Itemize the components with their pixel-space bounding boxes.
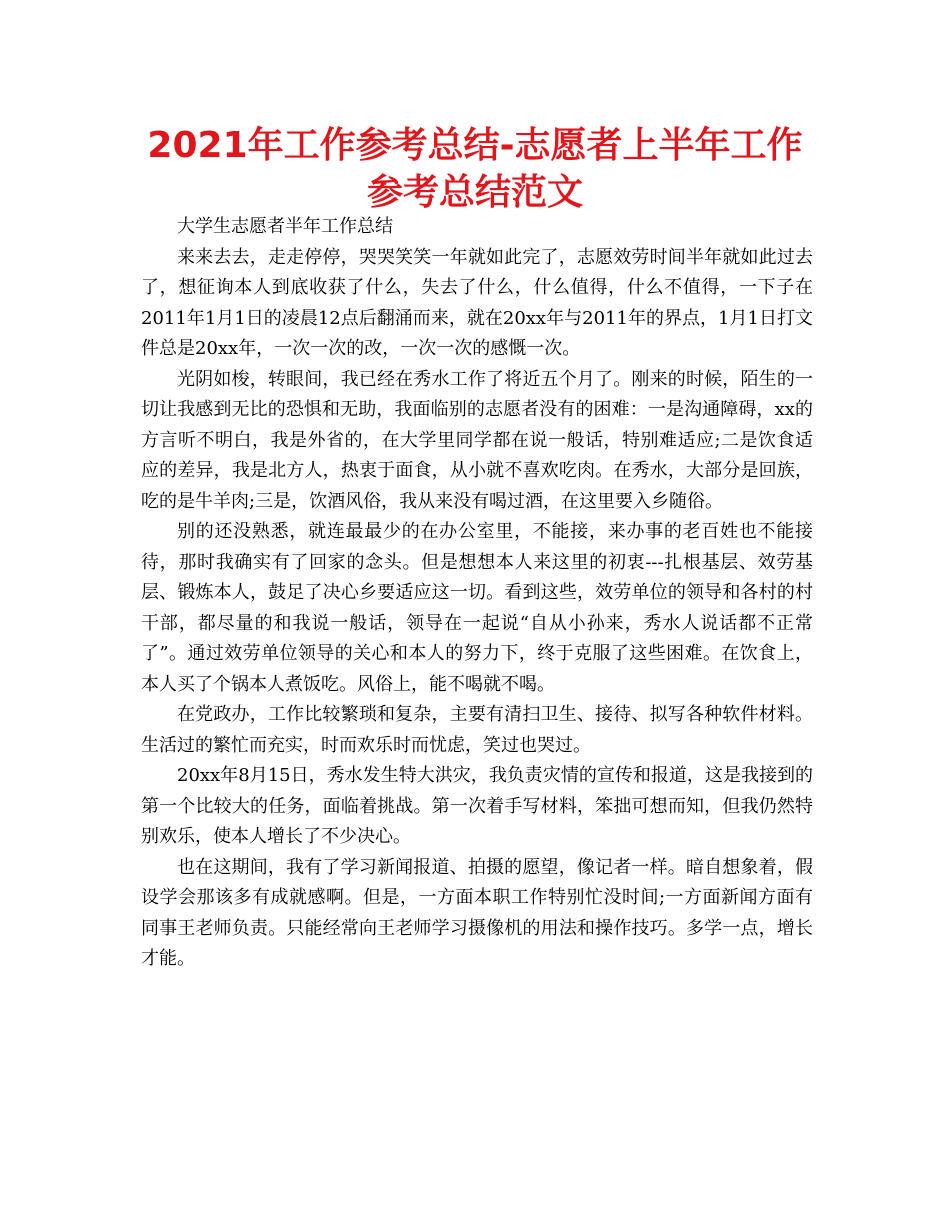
paragraph: 别的还没熟悉，就连最最少的在办公室里，不能接，来办事的老百姓也不能接待，那时我确实有了回家的念头。但是想想本人来这里的初衷---扎根基层、效劳基层、锻炼本人，鼓足了决心乡要适应这一切。看到这些，效劳单位的领导和各村的村干部，都尽量的和我说一般话，领导在一起说“自从小孙来，秀水人说话都不正常了”。通过效劳单位领导的关心和本人的努力下，终于克服了这些困难。在饮食上，本人买了个锅本人煮饭吃。风俗上，能不喝就不喝。 (141, 521, 813, 695)
paragraph: 20xx年8月15日，秀水发生特大洪灾，我负责灾情的宣传和报道，这是我接到的第一个比较大的任务，面临着挑战。第一次着手写材料，笨拙可想而知，但我仍然特别欢乐，使本人增长了不少决心。 (141, 765, 813, 847)
paragraph: 来来去去，走走停停，哭哭笑笑一年就如此完了，志愿效劳时间半年就如此过去了，想征询本人到底收获了什么，失去了什么，什么值得，什么不值得，一下子在2011年1月1日的凌晨12点后翻涌而来，就在20xx年与2011年的界点，1月1日打文件总是20xx年，一次一次的改，一次一次的感慨一次。 (141, 246, 813, 359)
paragraph: 在党政办，工作比较繁琐和复杂，主要有清扫卫生、接待、拟写各种软件材料。生活过的繁忙而充实，时而欢乐时而忧虑，笑过也哭过。 (141, 704, 813, 756)
document-title: 2021年工作参考总结-志愿者上半年工作参考总结范文 (147, 125, 803, 213)
paragraph-subtitle: 大学生志愿者半年工作总结 (177, 216, 393, 237)
paragraph: 光阴如梭，转眼间，我已经在秀水工作了将近五个月了。刚来的时候，陌生的一切让我感到无比的恐惧和无助，我面临别的志愿者没有的困难：一是沟通障碍，xx的方言听不明白，我是外省的，在大学里同学都在说一般话，特别难适应;二是饮食适应的差异，我是北方人，热衷于面食，从小就不喜欢吃肉。在秀水，大部分是回族，吃的是牛羊肉;三是，饮酒风俗，我从来没有喝过酒，在这里要入乡随俗。 (141, 368, 813, 512)
paragraph: 也在这期间，我有了学习新闻报道、拍摄的愿望，像记者一样。暗自想象着，假设学会那该多有成就感啊。但是，一方面本职工作特别忙没时间;一方面新闻方面有同事王老师负责。只能经常向王老师学习摄像机的用法和操作技巧。多学一点，增长才能。 (141, 856, 813, 969)
document-body (141, 212, 813, 975)
